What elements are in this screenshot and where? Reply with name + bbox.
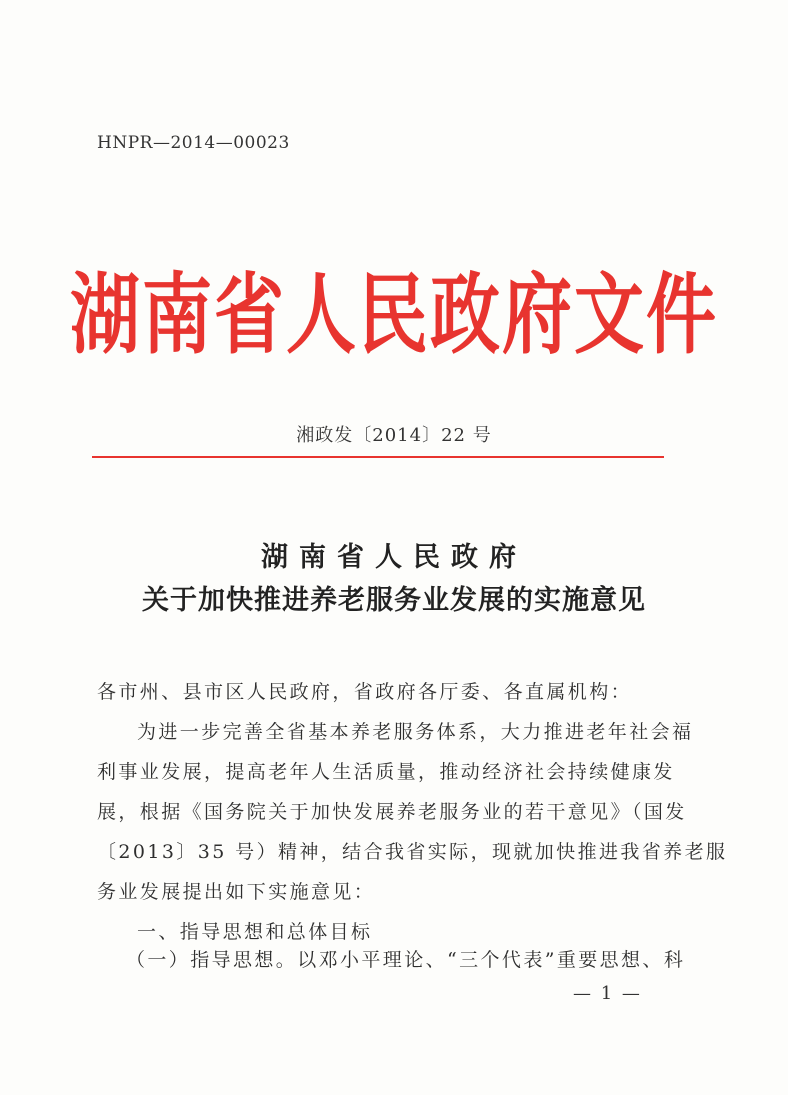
paragraph-line: 务业发展提出如下实施意见： [97,881,376,903]
document-title-line-1: 湖南省人民政府 [261,542,527,573]
paragraph-line: 为进一步完善全省基本养老服务体系，大力推进老年社会福 [137,721,694,743]
document-number: 湘政发〔2014〕22 号 [296,425,492,446]
subsection-line: （一）指导思想。以邓小平理论、“三个代表”重要思想、科 [126,949,686,971]
salutation: 各市州、县市区人民政府，省政府各厅委、各直属机构： [97,681,633,703]
section-heading: 一、指导思想和总体目标 [137,921,373,943]
document-code: HNPR—2014—00023 [97,133,290,153]
paragraph-line: 利事业发展，提高老年人生活质量，推动经济社会持续健康发 [97,761,675,783]
issuing-authority-header: 湖南省人民政府文件 [70,263,718,367]
red-divider-line [92,456,664,458]
document-title-line-2: 关于加快推进养老服务业发展的实施意见 [142,585,646,616]
paragraph-line: 〔2013〕35 号）精神，结合我省实际，现就加快推进我省养老服 [97,841,728,863]
paragraph-line: 展，根据《国务院关于加快发展养老服务业的若干意见》（国发 [97,801,687,823]
page-number: — 1 — [573,983,642,1004]
